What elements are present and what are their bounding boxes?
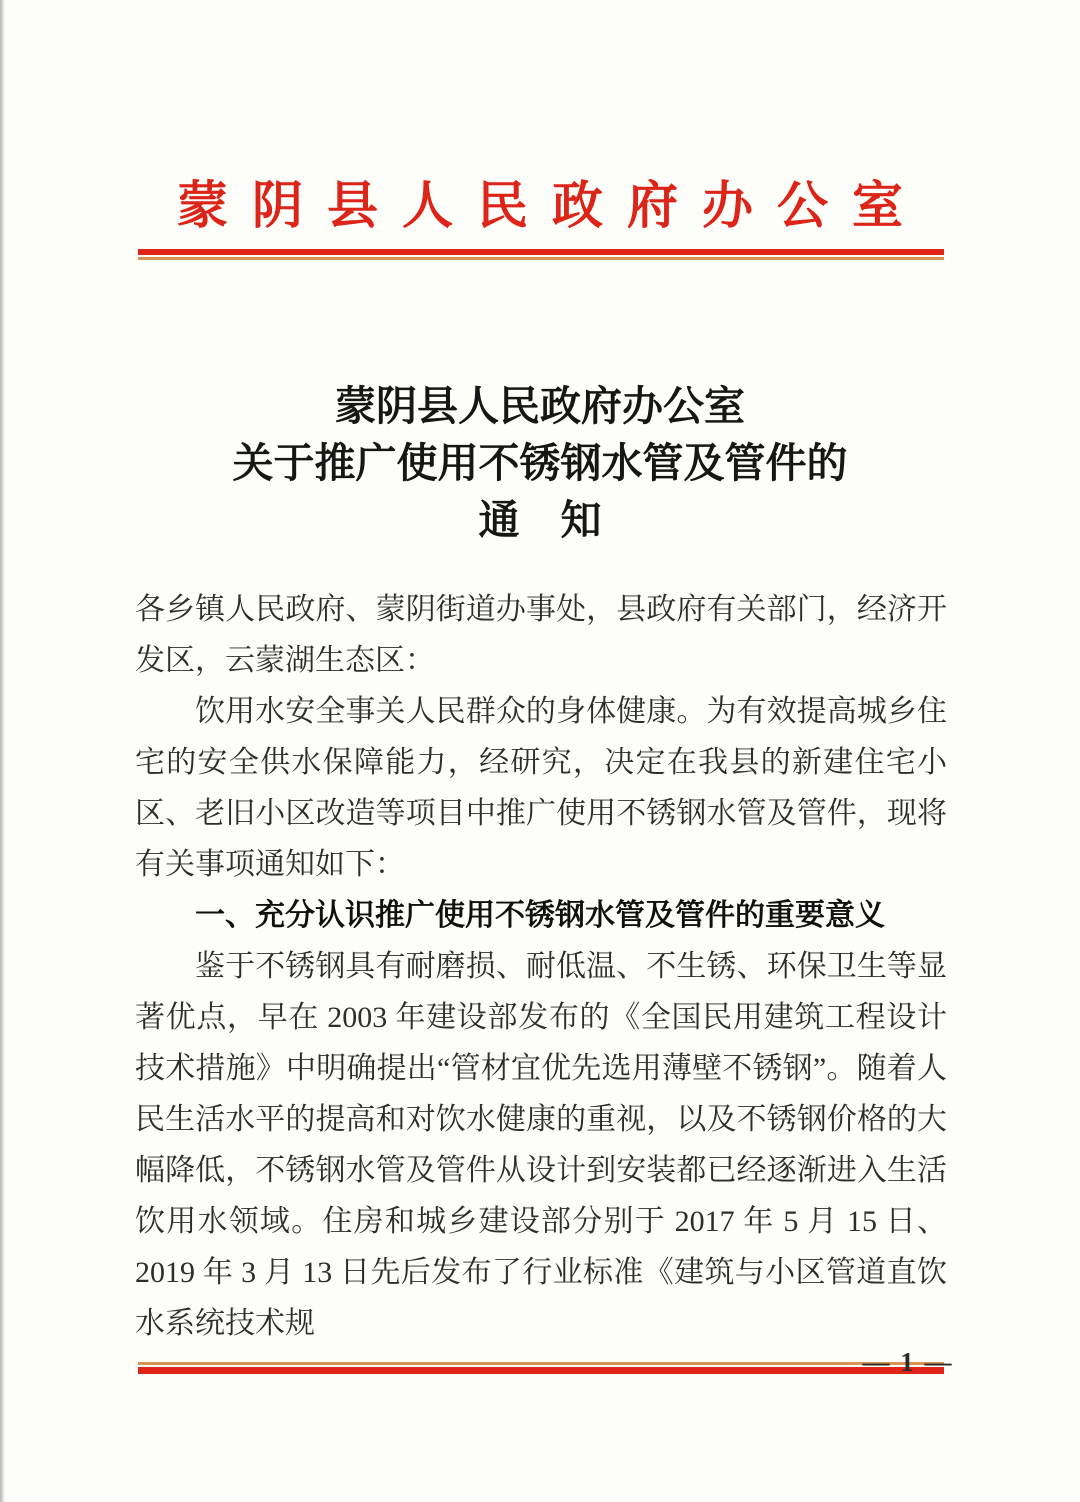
letterhead-divider-tan-line — [138, 257, 944, 260]
section-heading: 一、充分认识推广使用不锈钢水管及管件的重要意义 — [195, 899, 885, 932]
document-title-line-2: 关于推广使用不锈钢水管及管件的 — [232, 440, 848, 486]
paragraph-section-body: 鉴于不锈钢具有耐磨损、耐低温、不生锈、环保卫生等显著优点，早在 2003 年建设部发布的《全国民用建筑工程设计技术措施》中明确提出“管材宜优先选用薄壁不锈钢”。随着人民生活水平的提高和对饮水健康的重视，以及不锈钢价格的大幅降低，不锈钢水管及管件从设计到安装都已经逐渐进入生活饮用水领域。住房和城乡建设部分别于 2017 年 5 月 15 日、2019 年 3 月 13 日先后发布了行业标准《建筑与小区管道直饮水系统技术规 — [135, 950, 947, 1340]
document-title-line-1: 蒙阴县人民政府办公室 — [335, 383, 745, 429]
document-title — [0, 378, 1080, 549]
document-title-line-3: 通 知 — [478, 497, 602, 543]
footer-divider-red-line — [138, 1367, 944, 1374]
page-number: — 1 — — [862, 1347, 954, 1377]
letterhead-divider-red-line — [138, 249, 944, 255]
paragraph-intro: 饮用水安全事关人民群众的身体健康。为有效提高城乡住宅的安全供水保障能力，经研究，决定在我县的新建住宅小区、老旧小区改造等项目中推广使用不锈钢水管及管件，现将有关事项通知如下： — [135, 695, 947, 881]
document-body — [135, 584, 947, 1349]
footer-divider-tan-line — [138, 1362, 944, 1365]
letterhead-divider — [138, 249, 944, 260]
letterhead-title: 蒙阴县人民政府办公室 — [176, 179, 927, 235]
paragraph-recipients: 各乡镇人民政府、蒙阴街道办事处，县政府有关部门，经济开发区，云蒙湖生态区： — [135, 593, 947, 677]
footer-divider — [138, 1362, 944, 1374]
